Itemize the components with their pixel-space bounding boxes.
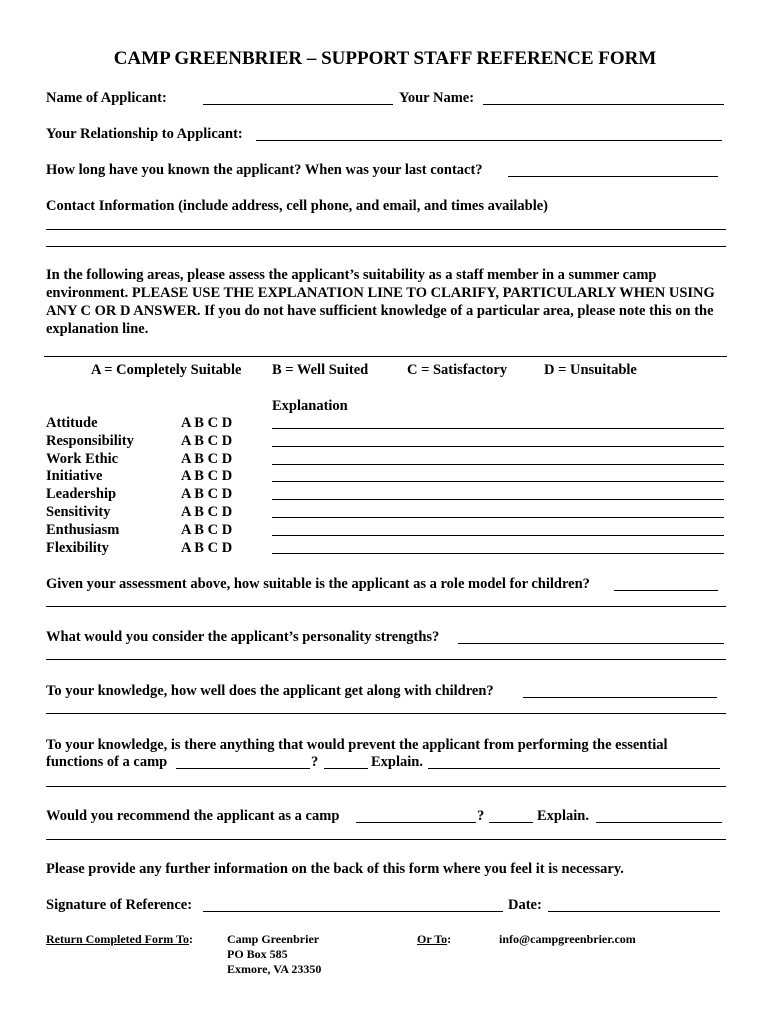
strengths-line-2[interactable]: [46, 659, 726, 660]
trait-label: Sensitivity: [46, 504, 111, 520]
trait-label: Work Ethic: [46, 450, 119, 467]
name-of-applicant-line[interactable]: [203, 104, 393, 105]
return-to-label: [46, 932, 193, 947]
trait-explanation-line[interactable]: [272, 464, 724, 465]
trait-label: Initiative: [46, 468, 103, 485]
explanation-header: Explanation: [272, 398, 348, 414]
prevent-line-3[interactable]: [46, 786, 726, 787]
trait-rating-options[interactable]: A B C D: [181, 539, 233, 556]
or-to-colon: :: [447, 932, 452, 946]
or-to-label: [417, 932, 451, 947]
trait-explanation-line[interactable]: [272, 517, 724, 518]
contact-info-label: Contact Information (include address, cell phone, and email, and times available): [46, 198, 549, 214]
section-divider: [44, 356, 727, 357]
trait-explanation-line[interactable]: [272, 499, 724, 500]
your-name-label: Your Name:: [399, 90, 475, 106]
prevent-question-line-1: To your knowledge, is there anything that would prevent the applicant from performing the essential: [46, 737, 668, 753]
date-label: Date:: [508, 897, 542, 913]
recommend-question-mark: ?: [477, 808, 485, 824]
contact-email[interactable]: info@campgreenbrier.com: [499, 932, 636, 946]
legend-c: C = Satisfactory: [407, 362, 508, 378]
instructions-paragraph: In the following areas, please assess the applicant’s suitability as a staff member in a summer camp environment. PLEASE USE THE EXPLANATION LINE TO CLARIFY, PARTICULARLY WHEN USING ANY C OR D ANSWER. If you do not have sufficient knowledge of a particular area, please note this on the explanation line.: [46, 267, 715, 337]
prevent-explain-line[interactable]: [428, 768, 720, 769]
trait-rating-options[interactable]: A B C D: [181, 450, 233, 467]
trait-rating-options[interactable]: A B C D: [181, 468, 233, 485]
name-of-applicant-label: Name of Applicant:: [46, 90, 167, 106]
recommend-line-2[interactable]: [46, 839, 726, 840]
trait-label: Responsibility: [46, 432, 134, 449]
legend-d: D = Unsuitable: [544, 362, 637, 378]
trait-explanation-line[interactable]: [272, 481, 724, 482]
prevent-question-line-2: functions of a camp: [46, 754, 168, 770]
role-model-line-2[interactable]: [46, 606, 726, 607]
return-to-text: Return Completed Form To: [46, 932, 189, 946]
legend-b: B = Well Suited: [272, 362, 369, 378]
trait-rating-options[interactable]: A B C D: [181, 486, 233, 503]
prevent-question-mark: ?: [311, 754, 319, 770]
contact-info-line-2[interactable]: [46, 246, 726, 247]
recommend-explain-label: Explain.: [537, 808, 589, 824]
trait-rating-options[interactable]: A B C D: [181, 504, 233, 520]
trait-rating-options[interactable]: A B C D: [181, 432, 233, 449]
relationship-line[interactable]: [256, 140, 722, 141]
form-title: CAMP GREENBRIER – SUPPORT STAFF REFERENCE FORM: [113, 48, 657, 69]
trait-label: Attitude: [46, 415, 98, 431]
trait-explanation-line[interactable]: [272, 428, 724, 429]
trait-label: Flexibility: [46, 539, 109, 556]
children-question: To your knowledge, how well does the applicant get along with children?: [46, 683, 494, 699]
role-model-question: Given your assessment above, how suitable is the applicant as a role model for children?: [46, 576, 590, 592]
strengths-answer-line[interactable]: [458, 643, 724, 644]
address-line-3: Exmore, VA 23350: [227, 962, 322, 976]
prevent-explain-label: Explain.: [371, 754, 423, 770]
role-model-answer-line[interactable]: [614, 590, 718, 591]
trait-rating-options[interactable]: A B C D: [181, 521, 233, 538]
recommend-position-line[interactable]: [356, 822, 476, 823]
trait-explanation-line[interactable]: [272, 553, 724, 554]
children-line-2[interactable]: [46, 713, 726, 714]
prevent-yes-no-line[interactable]: [324, 768, 368, 769]
date-line[interactable]: [548, 911, 720, 912]
or-to-text: Or To: [417, 932, 448, 946]
contact-info-line-1[interactable]: [46, 229, 726, 230]
recommend-explain-line[interactable]: [596, 822, 722, 823]
trait-explanation-line[interactable]: [272, 446, 724, 447]
trait-label: Enthusiasm: [46, 521, 120, 538]
trait-rating-options[interactable]: A B C D: [181, 415, 233, 431]
trait-label: Leadership: [46, 486, 117, 503]
signature-label: Signature of Reference:: [46, 897, 193, 913]
address-line-1: Camp Greenbrier: [227, 932, 320, 946]
return-to-colon: :: [189, 932, 193, 946]
further-info-note: Please provide any further information on the back of this form where you feel it is necessary.: [46, 861, 624, 877]
your-name-line[interactable]: [483, 104, 724, 105]
recommend-yes-no-line[interactable]: [489, 822, 533, 823]
how-long-label: How long have you known the applicant? When was your last contact?: [46, 162, 483, 178]
address-line-2: PO Box 585: [227, 947, 288, 961]
how-long-line[interactable]: [508, 176, 718, 177]
strengths-question: What would you consider the applicant’s personality strengths?: [46, 629, 440, 645]
signature-line[interactable]: [203, 911, 503, 912]
prevent-position-line[interactable]: [176, 768, 310, 769]
legend-a: A = Completely Suitable: [91, 362, 242, 378]
children-answer-line[interactable]: [523, 697, 717, 698]
recommend-question: Would you recommend the applicant as a camp: [46, 808, 340, 824]
relationship-label: Your Relationship to Applicant:: [46, 126, 243, 142]
trait-explanation-line[interactable]: [272, 535, 724, 536]
